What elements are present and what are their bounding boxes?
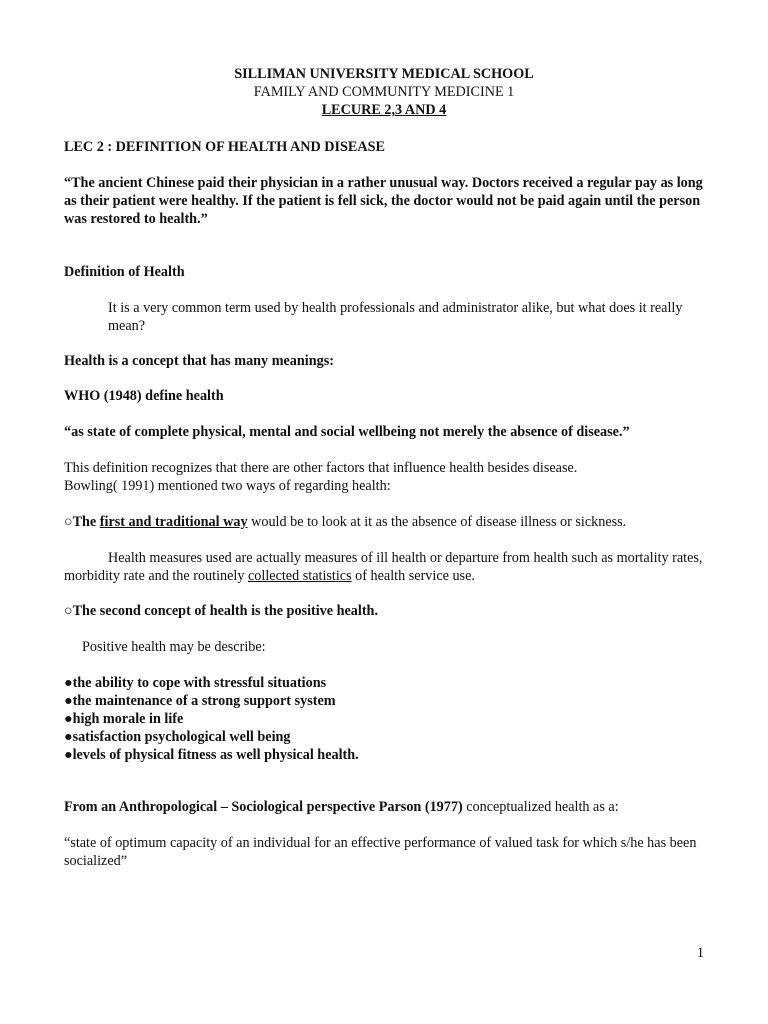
measures-post: of health service use. <box>351 568 475 584</box>
anthro-bold: From an Anthropological – Sociological perspective Parson (1977) <box>64 799 463 815</box>
anthro-line <box>64 798 714 816</box>
anthro-quote: “state of optimum capacity of an individual for an effective performance of valued task for which s/he has been socialized” <box>64 835 697 869</box>
definition-heading: Definition of Health <box>64 264 185 280</box>
first-way-underlined: first and traditional way <box>99 514 248 530</box>
first-way-rest: would be to look at it as the absence of disease illness or sickness. <box>247 514 627 530</box>
lec2-quote: “The ancient Chinese paid their physician in a rather unusual way. Doctors received a regular pay as long as their patient were healthy. If the patient is fell sick, the doctor would not be paid again until the person was restored to health.” <box>64 175 703 227</box>
first-way-bullet: ○ <box>64 514 73 530</box>
positive-health-list <box>64 674 714 764</box>
first-way-the: The <box>72 514 100 530</box>
who-heading: WHO (1948) define health <box>64 388 224 404</box>
list-item: ●the maintenance of a strong support system <box>64 693 336 709</box>
definition-recognizes: This definition recognizes that there are other factors that influence health besides disease. <box>64 460 578 476</box>
second-way-heading: ○The second concept of health is the positive health. <box>64 603 378 619</box>
list-item: ●high morale in life <box>64 711 184 727</box>
collected-statistics: collected statistics <box>248 568 352 584</box>
bowling-text: Bowling( 1991) mentioned two ways of regarding health: <box>64 478 391 494</box>
measures-pre: Health measures used are actually measures of ill health or departure from health such as mortality rates, morbidity rate and the routinely <box>64 550 703 584</box>
definition-intro: It is a very common term used by health professionals and administrator alike, but what does it really mean? <box>108 300 683 334</box>
positive-health-intro: Positive health may be describe: <box>82 639 266 655</box>
health-measures <box>64 549 714 585</box>
list-item: ●the ability to cope with stressful situations <box>64 675 327 691</box>
who-quote: “as state of complete physical, mental and social wellbeing not merely the absence of disease.” <box>64 424 630 440</box>
first-way <box>64 513 714 531</box>
health-concept: Health is a concept that has many meanings: <box>64 353 334 369</box>
page-number: 1 <box>696 945 704 961</box>
list-item: ●levels of physical fitness as well physical health. <box>64 747 359 763</box>
lecture-title: LECURE 2,3 AND 4 <box>321 102 447 118</box>
institution-title: SILLIMAN UNIVERSITY MEDICAL SCHOOL <box>234 66 534 82</box>
lec2-heading: LEC 2 : DEFINITION OF HEALTH AND DISEASE <box>64 139 385 155</box>
course-title: FAMILY AND COMMUNITY MEDICINE 1 <box>253 84 515 100</box>
list-item: ●satisfaction psychological well being <box>64 729 291 745</box>
anthro-rest: conceptualized health as a: <box>462 799 619 815</box>
